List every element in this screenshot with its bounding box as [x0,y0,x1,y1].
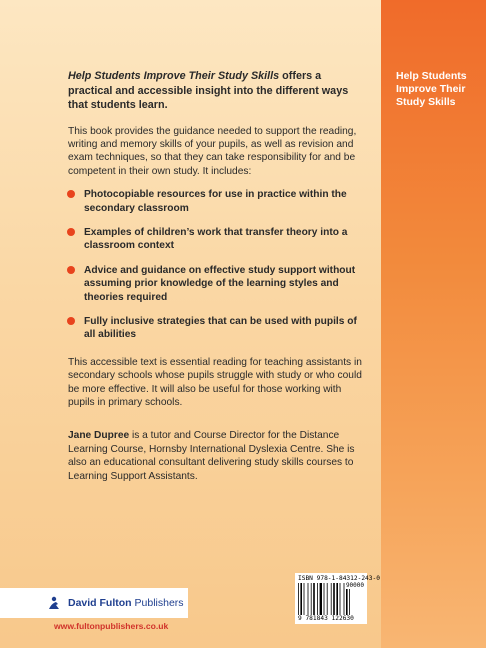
publisher-logo-box [0,588,188,618]
intro-paragraph: This book provides the guidance needed to support the reading, writing and memory skills of your pupils, as well as revision and exam techniques, so that they can take responsibility for and be competent in their own study. It includes: [68,125,357,177]
feature-list [68,188,368,342]
author-name: Jane Dupree [68,430,130,442]
band-title: Help Students Improve Their Study Skills [396,70,467,108]
bullet-dot-icon [67,317,75,325]
list-item [68,264,368,304]
list-item [68,315,368,342]
list-item [68,188,368,215]
publisher-logo-icon [48,596,62,610]
list-item [68,226,368,253]
publisher-name-bold: David Fulton [68,597,132,609]
list-item-text: Photocopiable resources for use in practice within the secondary classroom [84,189,347,214]
author-bio [68,429,368,483]
lead-text: offers a practical and accessible insight into the different ways that students learn. [68,70,349,111]
bullet-dot-icon [67,228,75,236]
bullet-dot-icon [67,266,75,274]
lead-book-title: Help Students Improve Their Study Skills [68,70,280,82]
list-item-text: Fully inclusive strategies that can be used with pupils of all abilities [84,315,357,341]
list-item-text: Advice and guidance on effective study support without assuming prior knowledge of the learning styles and theories required [84,264,356,303]
price-code: 90000 [345,582,364,589]
publisher-name [68,597,184,609]
isbn-text: ISBN 978-1-84312-243-0 [298,575,380,582]
author-bio-text: is a tutor and Course Director for the Distance Learning Course, Hornsby International Dyslexia Centre. She is also an educational consultant delivering study skills courses to Learning Support Assistants. [68,430,355,482]
bullet-dot-icon [67,190,75,198]
lead-paragraph [68,69,368,113]
list-item-text: Examples of children’s work that transfer theory into a classroom context [84,226,348,252]
blurb [68,69,368,493]
publisher-name-rest: Publishers [131,597,184,609]
audience-paragraph: This accessible text is essential reading for teaching assistants in secondary schools whose pupils struggle with study or who could be more effective. It will also be useful for those working with pupils in primary schools. [68,356,362,408]
barcode-number: 9 781843 122630 [298,615,354,622]
publisher-url[interactable]: www.fultonpublishers.co.uk [54,621,169,631]
barcode-box [295,573,380,624]
